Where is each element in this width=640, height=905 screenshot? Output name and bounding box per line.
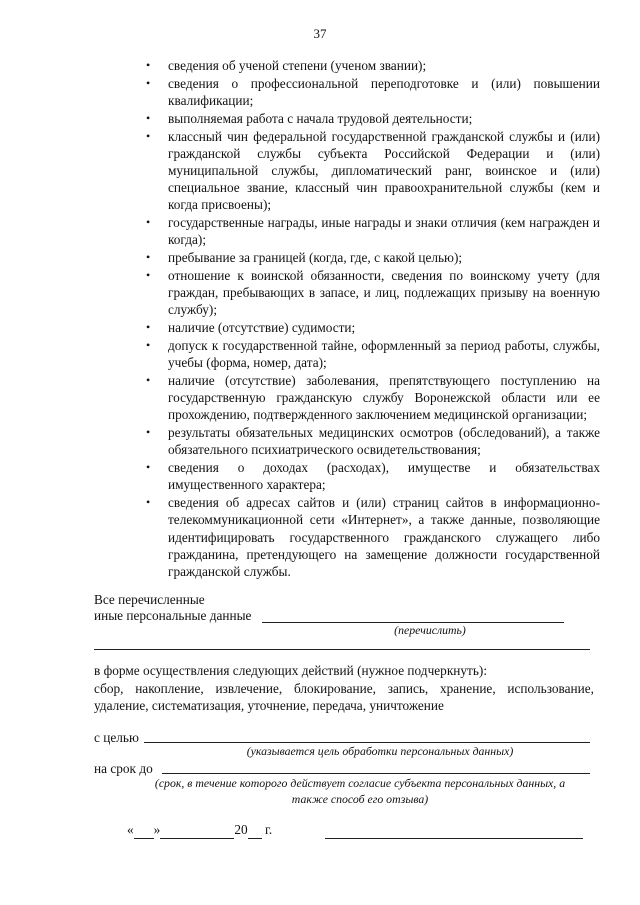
month-blank[interactable] [160, 822, 234, 839]
bullet-icon: • [146, 495, 151, 510]
list-item-text: результаты обязательных медицинских осмотров (обследований), а также обязательного психиатрического освидетельствования; [168, 425, 600, 458]
bullet-icon: • [146, 58, 151, 72]
actions-intro: в форме осуществления следующих действий (нужное подчеркнуть): [94, 663, 488, 678]
bullet-icon: • [146, 425, 151, 440]
list-item-text: наличие (отсутствие) судимости; [168, 320, 356, 336]
term-fill-line[interactable] [162, 773, 590, 774]
bullet-icon: • [146, 215, 151, 230]
day-blank[interactable] [134, 822, 154, 839]
date-line [127, 822, 272, 839]
list-item [146, 494, 600, 580]
bullet-icon: • [146, 250, 151, 265]
list-item-text: государственные награды, иные награды и знаки отличия (кем награжден и когда); [168, 215, 600, 248]
list-item-text: допуск к государственной тайне, оформленный за период работы, службы, учебы (форма, номер, дата); [168, 338, 600, 371]
personal-data-list [146, 57, 600, 581]
list-item-text: наличие (отсутствие) заболевания, препятствующего поступлению на государственную гражданскую службу Воронежской области или ее прохождению, подтвержденного заключением медицинской организации; [168, 373, 600, 423]
purpose-label: с целью [94, 730, 139, 745]
list-item-text: выполняемая работа с начала трудовой деятельности; [168, 110, 473, 126]
bullet-icon: • [146, 320, 151, 335]
list-item [146, 128, 600, 214]
quote-close: » [153, 822, 161, 837]
list-item-text: сведения о профессиональной переподготовке и (или) повышении квалификации; [168, 75, 600, 108]
list-item [146, 459, 600, 493]
list-item [146, 110, 600, 127]
page-number: 37 [313, 26, 327, 41]
list-item-text: сведения об ученой степени (ученом звании); [168, 58, 427, 73]
purpose-hint: (указывается цель обработки персональных данных) [246, 744, 514, 758]
term-label: на срок до [94, 761, 153, 776]
term-hint-line1: (срок, в течение которого действует согласие субъекта персональных данных, а [154, 776, 566, 790]
bullet-icon: • [146, 75, 151, 90]
list-item [146, 372, 600, 424]
bullet-icon: • [146, 460, 151, 475]
signature-line[interactable] [325, 838, 583, 839]
year-suffix: г. [264, 822, 273, 837]
list-item-text: пребывание за границей (когда, где, с какой целью); [168, 250, 463, 266]
quote-open: « [127, 822, 134, 837]
list-item-text: сведения об адресах сайтов и (или) страниц сайтов в информационно-телекоммуникационной сети «Интернет», а также данные, позволяющие идентифицировать государственного гражданского служащего либо гражданина, претендующего на замещение должности государственной гражданской службы. [168, 495, 600, 580]
actions-list: сбор, накопление, извлечение, блокирование, запись, хранение, использование, удаление, систематизация, уточнение, передача, уничтожение [94, 681, 594, 713]
bullet-icon: • [146, 128, 151, 143]
list-item [146, 424, 600, 458]
list-item-text: сведения о доходах (расходах), имуществе и обязательствах имущественного характера; [168, 460, 600, 493]
bullet-icon: • [146, 373, 151, 387]
list-item [146, 57, 600, 74]
other-data-fill-line-2[interactable] [94, 649, 590, 650]
list-item [146, 337, 600, 371]
list-item [146, 214, 600, 248]
term-hint-line2: также способ его отзыва) [291, 792, 429, 806]
other-data-line1: Все перечисленные [94, 592, 205, 607]
bullet-icon: • [146, 268, 151, 282]
list-item [146, 319, 600, 336]
bullet-icon: • [146, 110, 151, 125]
list-item [146, 75, 600, 109]
other-data-hint: (перечислить) [394, 623, 466, 637]
list-item [146, 267, 600, 319]
list-item-text: классный чин федеральной государственной гражданской службы и (или) гражданской службы субъекта Российской Федерации и (или) муниципальной службы, дипломатический ранг, воинское и (или) специальное звание, классный чин правоохранительной службы (кем и когда присвоены); [168, 128, 600, 213]
year-prefix: 20 [234, 822, 248, 837]
list-item-text: отношение к воинской обязанности, сведения по воинскому учету (для граждан, пребывающих в запасе, и лиц, подлежащих призыву на военную службу); [168, 268, 600, 318]
bullet-icon: • [146, 338, 151, 352]
other-data-line2: иные персональные данные [94, 608, 252, 623]
year-blank[interactable] [248, 822, 262, 839]
list-item [146, 249, 600, 266]
purpose-fill-line[interactable] [144, 742, 590, 743]
